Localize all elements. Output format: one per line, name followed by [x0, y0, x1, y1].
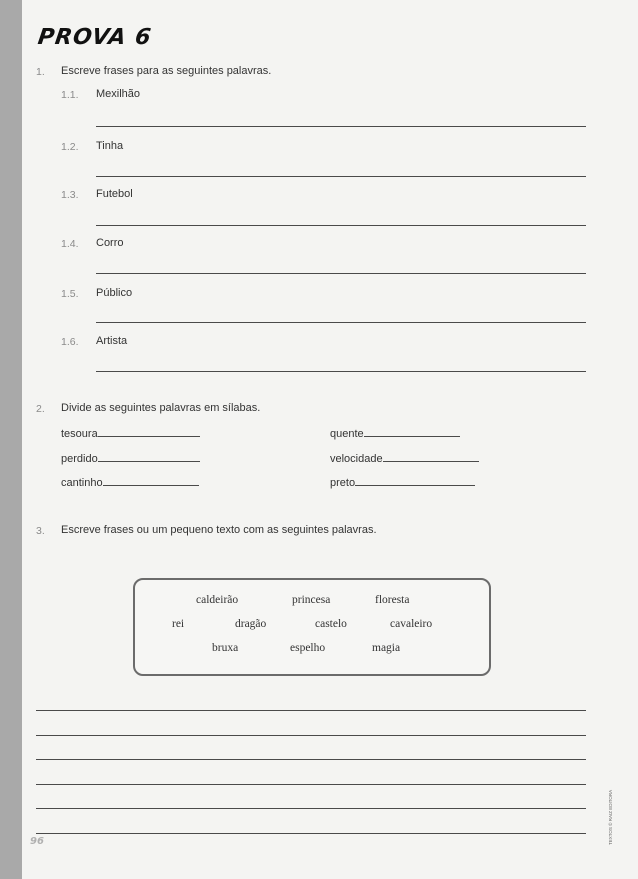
syllable-word: quente: [330, 428, 364, 440]
syllable-blank[interactable]: [364, 427, 460, 437]
answer-line-1-4[interactable]: [96, 273, 586, 274]
item-1-2-number: 1.2.: [61, 141, 79, 153]
answer-line-1-2[interactable]: [96, 176, 586, 177]
item-1-3-number: 1.3.: [61, 189, 79, 201]
syllable-word: perdido: [61, 453, 98, 465]
writing-line[interactable]: [36, 759, 586, 760]
syllable-blank[interactable]: [98, 427, 200, 437]
word-bank-word: princesa: [292, 594, 331, 606]
question-2-number: 2.: [36, 403, 45, 415]
writing-line[interactable]: [36, 833, 586, 834]
question-1-number: 1.: [36, 66, 45, 78]
question-1-text: Escreve frases para as seguintes palavras.: [61, 65, 272, 77]
item-1-5-word: Público: [96, 287, 133, 299]
answer-line-1-1[interactable]: [96, 126, 586, 127]
word-bank-word: cavaleiro: [390, 618, 433, 630]
syllable-item: [330, 476, 475, 489]
question-3-number: 3.: [36, 525, 45, 537]
word-bank-word: castelo: [315, 618, 347, 630]
item-1-4-number: 1.4.: [61, 238, 79, 250]
word-bank-word: rei: [172, 618, 185, 630]
question-2-text: Divide as seguintes palavras em sílabas.: [61, 402, 261, 414]
item-1-1-number: 1.1.: [61, 89, 79, 101]
item-1-6-number: 1.6.: [61, 336, 79, 348]
item-1-4-word: Corro: [96, 237, 124, 249]
writing-line[interactable]: [36, 784, 586, 785]
writing-line[interactable]: [36, 808, 586, 809]
syllable-word: velocidade: [330, 453, 383, 465]
syllable-item: [61, 452, 200, 465]
answer-line-1-6[interactable]: [96, 371, 586, 372]
word-bank-word: bruxa: [212, 642, 239, 654]
word-bank-word: espelho: [290, 642, 326, 654]
page-margin-band: [0, 0, 22, 879]
syllable-blank[interactable]: [355, 476, 475, 486]
syllable-item: [330, 452, 479, 465]
syllable-word: cantinho: [61, 477, 103, 489]
syllable-item: [61, 427, 200, 440]
page-title: PROVA 6: [36, 25, 154, 50]
word-bank-word: magia: [372, 642, 401, 654]
syllable-blank[interactable]: [103, 476, 199, 486]
syllable-word: tesoura: [61, 428, 98, 440]
word-bank-box: [133, 578, 491, 676]
item-1-2-word: Tinha: [96, 140, 124, 152]
syllable-item: [330, 427, 460, 440]
answer-line-1-3[interactable]: [96, 225, 586, 226]
question-3-text: Escreve frases ou um pequeno texto com as seguintes palavras.: [61, 524, 377, 536]
answer-line-1-5[interactable]: [96, 322, 586, 323]
item-1-5-number: 1.5.: [61, 288, 79, 300]
word-bank-word: caldeirão: [196, 594, 239, 606]
word-bank-word: dragão: [235, 618, 267, 630]
word-bank-word: floresta: [375, 594, 410, 606]
page-number: 96: [30, 836, 44, 847]
item-1-1-word: Mexilhão: [96, 88, 141, 100]
syllable-blank[interactable]: [383, 452, 479, 462]
syllable-item: [61, 476, 199, 489]
syllable-blank[interactable]: [98, 452, 200, 462]
item-1-6-word: Artista: [96, 335, 128, 347]
side-credit: TEXTOS © RAIZ EDITORA: [608, 789, 613, 845]
writing-line[interactable]: [36, 735, 586, 736]
writing-line[interactable]: [36, 710, 586, 711]
item-1-3-word: Futebol: [96, 188, 133, 200]
syllable-word: preto: [330, 477, 356, 489]
